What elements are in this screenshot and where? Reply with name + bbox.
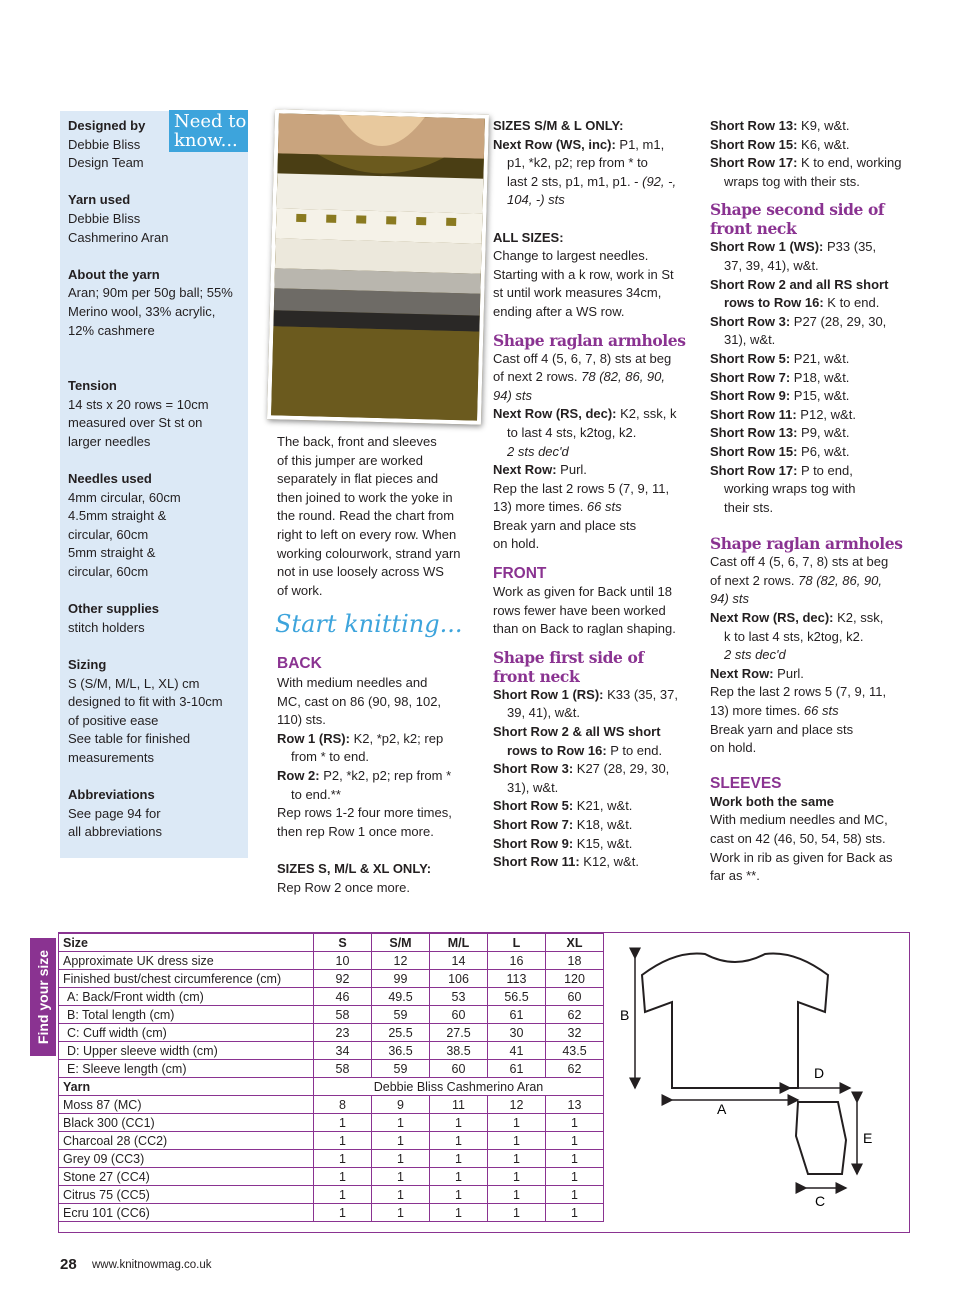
sidebar-heading: Yarn used bbox=[68, 192, 131, 208]
table-cell: Charcoal 28 (CC2) bbox=[59, 1132, 314, 1150]
table-row bbox=[59, 1132, 604, 1150]
column-back-front: SIZES S/M & L ONLY: Next Row (WS, inc): P1, m1, p1, *k2, p2; rep from * to last 2 sts, p1, m1, p1. - (92, -, 104, -) sts ALL SIZES: Change to largest needles. Starting with a k row, work in St st until work measures 34cm, ending after a WS row. Shape raglan armholes Cast off 4 (5, 6, 7, 8) sts at beg of next 2 rows. 78 (82, 86, 90, 94) sts Next Row (RS, dec): K2, ssk, k to last 4 sts, k2tog, k2. 2 sts dec'd Next Row: Purl. Rep the last 2 rows 5 (7, 9, 11, 13) more times. 66 sts Break yarn and place sts on hold. FRONT Work as given for Back until 18 rows fewer have been worked than on Back to raglan shaping. Shape first side of front neck Short Row 1 (RS): K33 (35, 37, 39, 41), w&t. Short Row 2 & all WS short rows to Row 16: P to end. Short Row 3: K27 (28, 29, 30, 31), w&t. Short Row 5: K21, w&t. Short Row 7: K18, w&t. Short Row 9: K15, w&t. Short Row 11: K12, w&t. bbox=[493, 117, 698, 872]
column-front-sleeves: Short Row 13: K9, w&t. Short Row 15: K6, w&t. Short Row 17: K to end, working wraps tog with their sts. Shape second side of front neck Short Row 1 (WS): P33 (35, 37, 39, 41), w&t. Short Row 2 and all RS short rows to Row 16: K to end. Short Row 3: P27 (28, 29, 30, 31), w&t. Short Row 5: P21, w&t. Short Row 7: P18, w&t. Short Row 9: P15, w&t. Short Row 11: P12, w&t. Short Row 13: P9, w&t. Short Row 15: P6, w&t. Short Row 17: P to end, working wraps tog with their sts. Shape raglan armholes Cast off 4 (5, 6, 7, 8) sts at beg of next 2 rows. 78 (82, 86, 90, 94) sts Next Row (RS, dec): K2, ssk, k to last 4 sts, k2tog, k2. 2 sts dec'd Next Row: Purl. Rep the last 2 rows 5 (7, 9, 11, 13) more times. 66 sts Break yarn and place sts on hold. SLEEVES Work both the same With medium needles and MC, cast on 42 (46, 50, 54, 58) sts. Work in rib as given for Back as far as **. bbox=[710, 117, 915, 886]
table-cell: 62 bbox=[546, 1006, 604, 1024]
table-cell: Finished bust/chest circumference (cm) bbox=[59, 970, 314, 988]
table-cell: 61 bbox=[488, 1006, 546, 1024]
first-side-heading: Shape first side of bbox=[493, 647, 644, 667]
sidebar-line: Design Team bbox=[68, 155, 144, 171]
table-cell: 9 bbox=[372, 1096, 430, 1114]
raglan-heading: Shape raglan armholes bbox=[493, 330, 686, 350]
table-row bbox=[59, 1060, 604, 1078]
sidebar-line: S (S/M, M/L, L, XL) cm bbox=[68, 675, 200, 691]
table-cell: 13 bbox=[546, 1096, 604, 1114]
raglan-heading-2: Shape raglan armholes bbox=[710, 534, 903, 554]
sidebar-section bbox=[68, 656, 244, 768]
table-cell: 60 bbox=[430, 1006, 488, 1024]
sidebar-section bbox=[68, 191, 244, 247]
column-intro bbox=[277, 433, 477, 600]
need-to-know-content bbox=[68, 117, 244, 861]
sleeves-heading: SLEEVES bbox=[710, 774, 782, 792]
sidebar-line: Merino wool, 33% acrylic, bbox=[68, 303, 216, 319]
table-cell: 1 bbox=[546, 1132, 604, 1150]
table-cell: 1 bbox=[546, 1204, 604, 1222]
sidebar-line: Debbie Bliss bbox=[68, 210, 141, 226]
sidebar-line: 14 sts x 20 rows = 10cm bbox=[68, 396, 209, 412]
table-cell: 11 bbox=[430, 1096, 488, 1114]
table-cell: 1 bbox=[372, 1186, 430, 1204]
label-b: B bbox=[620, 1007, 630, 1023]
table-cell: Grey 09 (CC3) bbox=[59, 1150, 314, 1168]
sidebar-line: Debbie Bliss bbox=[68, 136, 141, 152]
sidebar-line: measured over St st on bbox=[68, 415, 203, 431]
intro-line: not in use loosely across WS bbox=[277, 564, 444, 580]
table-cell: 1 bbox=[546, 1168, 604, 1186]
sidebar-section bbox=[68, 786, 244, 842]
table-cell: Size bbox=[59, 934, 314, 952]
table-cell: 30 bbox=[488, 1024, 546, 1042]
table-cell: 38.5 bbox=[430, 1042, 488, 1060]
second-side-heading: Shape second side of bbox=[710, 200, 885, 220]
table-cell: 18 bbox=[546, 952, 604, 970]
front-heading: FRONT bbox=[493, 565, 547, 583]
table-cell: 1 bbox=[488, 1204, 546, 1222]
garment-diagram bbox=[610, 940, 900, 1220]
table-cell: 14 bbox=[430, 952, 488, 970]
table-cell: 8 bbox=[314, 1096, 372, 1114]
sidebar-heading: Sizing bbox=[68, 657, 107, 673]
start-knitting-heading: Start knitting... bbox=[275, 610, 463, 638]
sidebar-line: circular, 60cm bbox=[68, 526, 149, 542]
yarn-label: Yarn bbox=[59, 1078, 314, 1096]
table-cell: 1 bbox=[488, 1114, 546, 1132]
table-cell: Stone 27 (CC4) bbox=[59, 1168, 314, 1186]
table-cell: Citrus 75 (CC5) bbox=[59, 1186, 314, 1204]
table-cell: 59 bbox=[372, 1006, 430, 1024]
table-cell: 1 bbox=[372, 1168, 430, 1186]
table-cell: 1 bbox=[372, 1114, 430, 1132]
table-cell: 60 bbox=[430, 1060, 488, 1078]
table-cell: 16 bbox=[488, 952, 546, 970]
table-cell: 106 bbox=[430, 970, 488, 988]
table-row bbox=[59, 952, 604, 970]
sidebar-line: See table for finished bbox=[68, 731, 191, 747]
table-cell: M/L bbox=[430, 934, 488, 952]
need-to-know-title: Need to know... bbox=[169, 110, 248, 152]
yarn-row bbox=[59, 1078, 604, 1096]
table-cell: Ecru 101 (CC6) bbox=[59, 1204, 314, 1222]
sidebar-line: larger needles bbox=[68, 433, 151, 449]
footer-url[interactable]: www.knitnowmag.co.uk bbox=[92, 1259, 212, 1271]
table-cell: Moss 87 (MC) bbox=[59, 1096, 314, 1114]
table-cell: 25.5 bbox=[372, 1024, 430, 1042]
table-cell: 32 bbox=[546, 1024, 604, 1042]
table-row bbox=[59, 1168, 604, 1186]
table-row bbox=[59, 1204, 604, 1222]
sidebar-heading: Abbreviations bbox=[68, 787, 155, 803]
label-c: C bbox=[815, 1193, 826, 1209]
table-cell: 1 bbox=[430, 1114, 488, 1132]
table-cell: D: Upper sleeve width (cm) bbox=[59, 1042, 314, 1060]
table-cell: S/M bbox=[372, 934, 430, 952]
sidebar-heading: Other supplies bbox=[68, 601, 160, 617]
sidebar-heading: Tension bbox=[68, 378, 117, 394]
size-table bbox=[58, 933, 604, 1222]
table-cell: 1 bbox=[546, 1186, 604, 1204]
sidebar-line: Aran; 90m per 50g ball; 55% bbox=[68, 285, 233, 301]
table-cell: 60 bbox=[546, 988, 604, 1006]
table-cell: 120 bbox=[546, 970, 604, 988]
sidebar-heading: Needles used bbox=[68, 471, 152, 487]
sidebar-line: 4mm circular, 60cm bbox=[68, 489, 181, 505]
jumper-illustration bbox=[271, 113, 485, 420]
sidebar-line: Cashmerino Aran bbox=[68, 229, 169, 245]
body-outline bbox=[642, 953, 828, 1088]
find-your-size-tab: Find your size bbox=[30, 938, 56, 1056]
table-cell: 43.5 bbox=[546, 1042, 604, 1060]
table-cell: 1 bbox=[430, 1168, 488, 1186]
table-cell: 12 bbox=[488, 1096, 546, 1114]
intro-line: of work. bbox=[277, 582, 323, 598]
table-cell: B: Total length (cm) bbox=[59, 1006, 314, 1024]
table-cell: 1 bbox=[430, 1186, 488, 1204]
table-cell: 1 bbox=[546, 1114, 604, 1132]
yarn-name: Debbie Bliss Cashmerino Aran bbox=[314, 1078, 604, 1096]
sidebar-line: 12% cashmere bbox=[68, 322, 155, 338]
label-e: E bbox=[863, 1130, 873, 1146]
page-number: 28 bbox=[60, 1256, 77, 1273]
sidebar-section bbox=[68, 266, 244, 340]
table-cell: 59 bbox=[372, 1060, 430, 1078]
jumper-photo bbox=[267, 109, 489, 424]
intro-line: separately in flat pieces and bbox=[277, 471, 439, 487]
table-row bbox=[59, 1006, 604, 1024]
sidebar-line: all abbreviations bbox=[68, 824, 162, 840]
table-cell: 1 bbox=[314, 1132, 372, 1150]
intro-line: then joined to work the yoke in bbox=[277, 489, 453, 505]
sidebar-heading: Designed by bbox=[68, 118, 146, 133]
table-row bbox=[59, 1042, 604, 1060]
intro-line: working colourwork, strand yarn bbox=[277, 545, 461, 561]
table-cell: 56.5 bbox=[488, 988, 546, 1006]
sidebar-section bbox=[68, 600, 244, 637]
table-cell: 1 bbox=[546, 1150, 604, 1168]
table-cell: Black 300 (CC1) bbox=[59, 1114, 314, 1132]
table-cell: 92 bbox=[314, 970, 372, 988]
intro-line: right to left on every row. When bbox=[277, 526, 457, 542]
sidebar-heading: About the yarn bbox=[68, 266, 160, 282]
label-a: A bbox=[717, 1101, 727, 1117]
table-cell: 1 bbox=[314, 1150, 372, 1168]
table-cell: 49.5 bbox=[372, 988, 430, 1006]
sidebar-line: circular, 60cm bbox=[68, 564, 149, 580]
table-row bbox=[59, 970, 604, 988]
table-cell: 1 bbox=[314, 1204, 372, 1222]
table-cell: A: Back/Front width (cm) bbox=[59, 988, 314, 1006]
table-cell: 1 bbox=[314, 1186, 372, 1204]
table-cell: 1 bbox=[430, 1150, 488, 1168]
table-cell: 1 bbox=[314, 1114, 372, 1132]
table-cell: 1 bbox=[372, 1204, 430, 1222]
sidebar-section bbox=[68, 470, 244, 582]
table-row bbox=[59, 1114, 604, 1132]
table-cell: L bbox=[488, 934, 546, 952]
table-row bbox=[59, 1096, 604, 1114]
table-cell: 53 bbox=[430, 988, 488, 1006]
table-cell: S bbox=[314, 934, 372, 952]
table-cell: 1 bbox=[488, 1150, 546, 1168]
table-cell: 1 bbox=[430, 1132, 488, 1150]
sidebar-line: 4.5mm straight & bbox=[68, 508, 167, 524]
sidebar-line: 5mm straight & bbox=[68, 545, 156, 561]
table-cell: 12 bbox=[372, 952, 430, 970]
table-cell: 46 bbox=[314, 988, 372, 1006]
table-cell: C: Cuff width (cm) bbox=[59, 1024, 314, 1042]
table-cell: XL bbox=[546, 934, 604, 952]
table-cell: Approximate UK dress size bbox=[59, 952, 314, 970]
sidebar-section bbox=[68, 117, 244, 173]
table-cell: 1 bbox=[314, 1168, 372, 1186]
table-row bbox=[59, 934, 604, 952]
table-cell: E: Sleeve length (cm) bbox=[59, 1060, 314, 1078]
table-cell: 34 bbox=[314, 1042, 372, 1060]
back-heading: BACK bbox=[277, 655, 322, 672]
table-cell: 1 bbox=[488, 1186, 546, 1204]
table-cell: 1 bbox=[488, 1132, 546, 1150]
table-cell: 23 bbox=[314, 1024, 372, 1042]
column-back: BACK With medium needles and MC, cast on 86 (90, 98, 102, 110) sts. Row 1 (RS): K2, *p2, k2; rep from * to end. Row 2: P2, *k2, p2; rep from * to end.** Rep rows 1-2 four more times, then rep Row 1 once more. SIZES S, M/L & XL ONLY: Rep Row 2 once more. bbox=[277, 654, 482, 897]
table-cell: 113 bbox=[488, 970, 546, 988]
sidebar-line: measurements bbox=[68, 750, 154, 765]
sidebar-line: designed to fit with 3-10cm bbox=[68, 694, 223, 710]
sidebar-section bbox=[68, 377, 244, 451]
table-cell: 27.5 bbox=[430, 1024, 488, 1042]
intro-line: The back, front and sleeves bbox=[277, 434, 437, 449]
table-row bbox=[59, 1024, 604, 1042]
table-row bbox=[59, 988, 604, 1006]
table-cell: 10 bbox=[314, 952, 372, 970]
table-cell: 1 bbox=[372, 1150, 430, 1168]
sidebar-line: of positive ease bbox=[68, 712, 159, 728]
table-cell: 41 bbox=[488, 1042, 546, 1060]
sidebar-line: See page 94 for bbox=[68, 805, 161, 821]
sleeve-outline bbox=[796, 1102, 846, 1174]
table-cell: 58 bbox=[314, 1006, 372, 1024]
table-cell: 62 bbox=[546, 1060, 604, 1078]
table-cell: 36.5 bbox=[372, 1042, 430, 1060]
sidebar-line: stitch holders bbox=[68, 619, 145, 635]
table-cell: 1 bbox=[430, 1204, 488, 1222]
intro-line: the round. Read the chart from bbox=[277, 508, 455, 524]
table-cell: 58 bbox=[314, 1060, 372, 1078]
table-cell: 1 bbox=[488, 1168, 546, 1186]
table-cell: 1 bbox=[372, 1132, 430, 1150]
table-row bbox=[59, 1186, 604, 1204]
table-cell: 99 bbox=[372, 970, 430, 988]
intro-line: of this jumper are worked bbox=[277, 452, 423, 468]
table-row bbox=[59, 1150, 604, 1168]
label-d: D bbox=[814, 1065, 825, 1081]
table-cell: 61 bbox=[488, 1060, 546, 1078]
